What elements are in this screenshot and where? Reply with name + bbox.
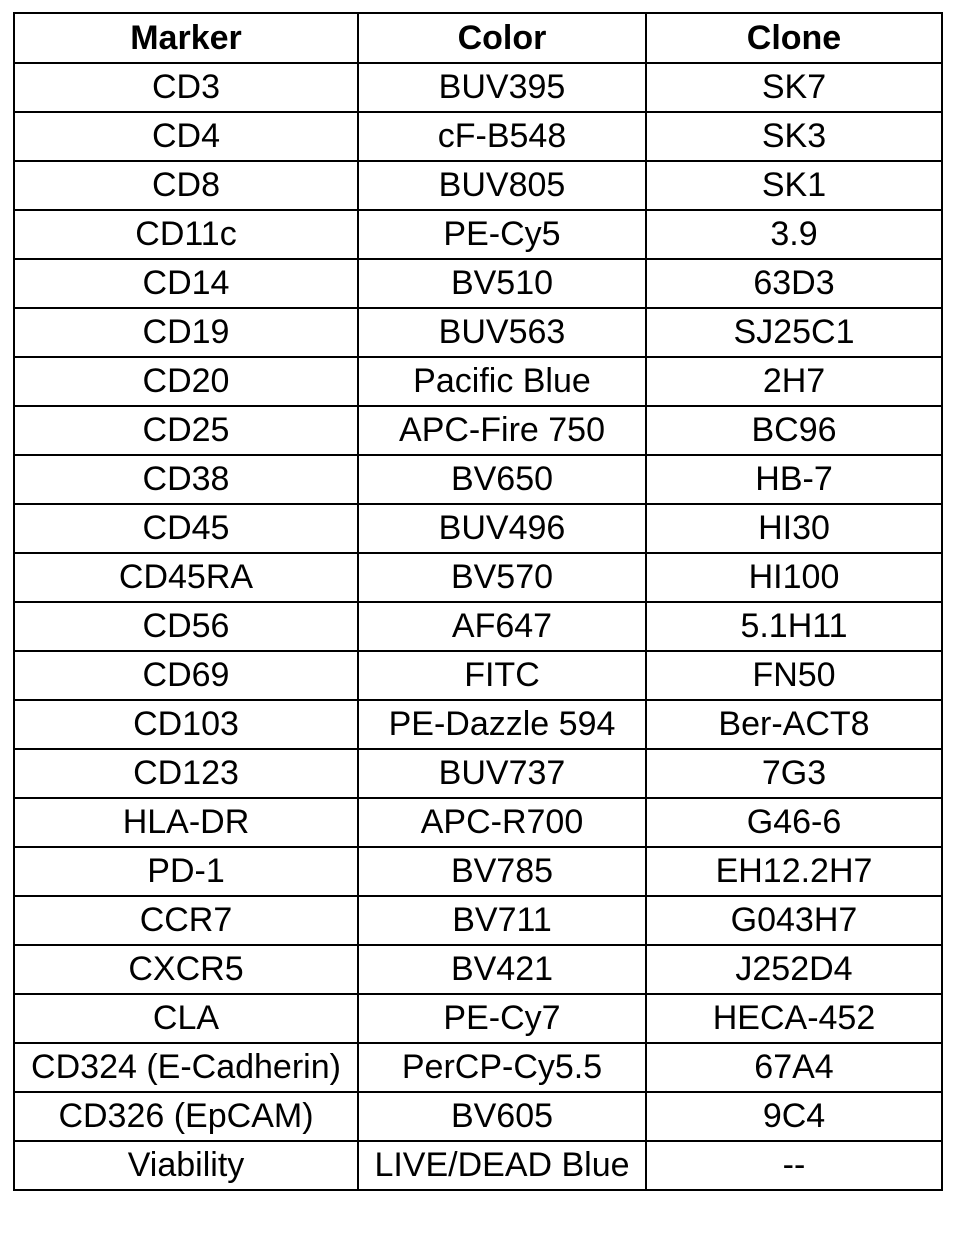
cell-marker: CD11c	[14, 210, 358, 259]
table-row	[14, 749, 942, 798]
table-row	[14, 651, 942, 700]
cell-color: APC-R700	[358, 798, 646, 847]
cell-marker: CD123	[14, 749, 358, 798]
cell-color: BV650	[358, 455, 646, 504]
cell-color: BV421	[358, 945, 646, 994]
cell-clone: BC96	[646, 406, 942, 455]
table-row	[14, 700, 942, 749]
table-row	[14, 357, 942, 406]
cell-clone: FN50	[646, 651, 942, 700]
cell-marker: CD8	[14, 161, 358, 210]
cell-marker: CD103	[14, 700, 358, 749]
cell-clone: G043H7	[646, 896, 942, 945]
cell-clone: --	[646, 1141, 942, 1190]
table-row	[14, 406, 942, 455]
cell-clone: 63D3	[646, 259, 942, 308]
cell-color: PE-Dazzle 594	[358, 700, 646, 749]
cell-clone: HI100	[646, 553, 942, 602]
cell-color: cF-B548	[358, 112, 646, 161]
table-row	[14, 210, 942, 259]
cell-clone: HB-7	[646, 455, 942, 504]
cell-marker: CCR7	[14, 896, 358, 945]
table-row	[14, 602, 942, 651]
cell-color: BV570	[358, 553, 646, 602]
cell-clone: EH12.2H7	[646, 847, 942, 896]
cell-marker: CD56	[14, 602, 358, 651]
cell-clone: Ber-ACT8	[646, 700, 942, 749]
cell-clone: HI30	[646, 504, 942, 553]
cell-marker: CD25	[14, 406, 358, 455]
cell-clone: 67A4	[646, 1043, 942, 1092]
header-marker: Marker	[14, 13, 358, 63]
header-row	[14, 13, 942, 63]
table-row	[14, 553, 942, 602]
cell-color: BUV737	[358, 749, 646, 798]
cell-color: LIVE/DEAD Blue	[358, 1141, 646, 1190]
table-body	[14, 63, 942, 1190]
cell-color: BV711	[358, 896, 646, 945]
cell-clone: HECA-452	[646, 994, 942, 1043]
cell-clone: 2H7	[646, 357, 942, 406]
cell-marker: CLA	[14, 994, 358, 1043]
cell-color: BV510	[358, 259, 646, 308]
table-row	[14, 308, 942, 357]
cell-color: BUV395	[358, 63, 646, 112]
cell-clone: SK1	[646, 161, 942, 210]
table-row	[14, 1092, 942, 1141]
table-row	[14, 1043, 942, 1092]
cell-color: PE-Cy7	[358, 994, 646, 1043]
cell-color: BV785	[358, 847, 646, 896]
cell-clone: 5.1H11	[646, 602, 942, 651]
table-row	[14, 112, 942, 161]
cell-clone: G46-6	[646, 798, 942, 847]
cell-color: Pacific Blue	[358, 357, 646, 406]
cell-color: BUV805	[358, 161, 646, 210]
header-color: Color	[358, 13, 646, 63]
table-header	[14, 13, 942, 63]
header-clone: Clone	[646, 13, 942, 63]
cell-marker: CD69	[14, 651, 358, 700]
table-row	[14, 63, 942, 112]
cell-color: BUV563	[358, 308, 646, 357]
cell-clone: 3.9	[646, 210, 942, 259]
cell-color: BUV496	[358, 504, 646, 553]
table-row	[14, 1141, 942, 1190]
cell-marker: HLA-DR	[14, 798, 358, 847]
cell-clone: 9C4	[646, 1092, 942, 1141]
cell-clone: SK7	[646, 63, 942, 112]
cell-marker: CD14	[14, 259, 358, 308]
cell-marker: CD45RA	[14, 553, 358, 602]
cell-color: APC-Fire 750	[358, 406, 646, 455]
cell-marker: PD-1	[14, 847, 358, 896]
cell-marker: CD20	[14, 357, 358, 406]
cell-color: FITC	[358, 651, 646, 700]
cell-marker: CD326 (EpCAM)	[14, 1092, 358, 1141]
table-row	[14, 945, 942, 994]
cell-color: PerCP-Cy5.5	[358, 1043, 646, 1092]
table-row	[14, 896, 942, 945]
cell-marker: CXCR5	[14, 945, 358, 994]
cell-marker: CD3	[14, 63, 358, 112]
table-row	[14, 259, 942, 308]
cell-color: AF647	[358, 602, 646, 651]
cell-clone: 7G3	[646, 749, 942, 798]
cell-marker: CD19	[14, 308, 358, 357]
cell-marker: CD324 (E-Cadherin)	[14, 1043, 358, 1092]
table-row	[14, 798, 942, 847]
cell-marker: CD38	[14, 455, 358, 504]
antibody-panel-table	[13, 12, 943, 1191]
table-row	[14, 455, 942, 504]
table-row	[14, 161, 942, 210]
table-row	[14, 994, 942, 1043]
cell-clone: SK3	[646, 112, 942, 161]
cell-color: PE-Cy5	[358, 210, 646, 259]
table-row	[14, 504, 942, 553]
table-row	[14, 847, 942, 896]
cell-clone: J252D4	[646, 945, 942, 994]
cell-marker: Viability	[14, 1141, 358, 1190]
cell-color: BV605	[358, 1092, 646, 1141]
cell-clone: SJ25C1	[646, 308, 942, 357]
cell-marker: CD4	[14, 112, 358, 161]
cell-marker: CD45	[14, 504, 358, 553]
